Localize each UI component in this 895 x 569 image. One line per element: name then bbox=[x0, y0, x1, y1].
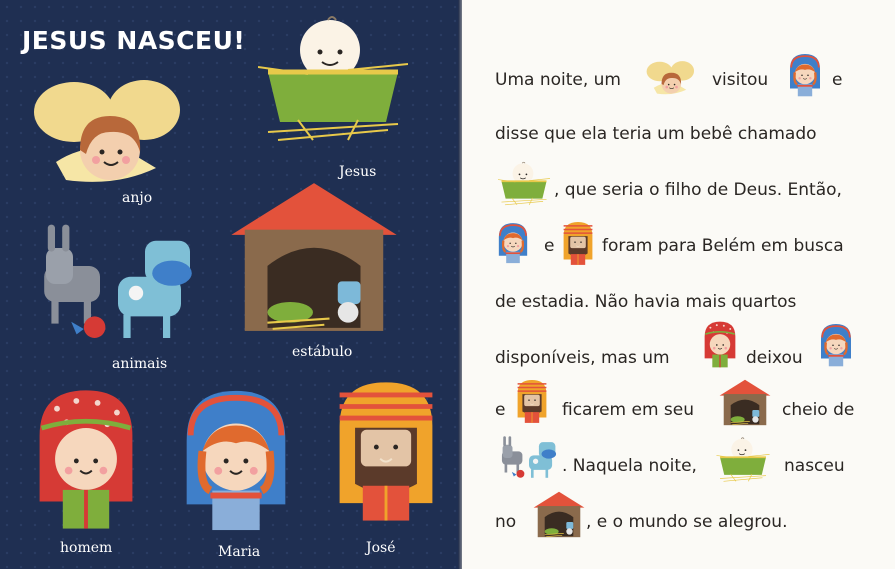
label-estabulo: estábulo bbox=[292, 344, 353, 360]
animals-icon bbox=[496, 434, 562, 482]
animals-illustration bbox=[28, 214, 208, 354]
story-line-4-b: foram para Belém em busca bbox=[602, 236, 844, 256]
stable-illustration bbox=[226, 178, 402, 333]
mary-icon bbox=[496, 220, 530, 266]
story-line-6-b: deixou bbox=[746, 348, 803, 368]
story-line-1-b: visitou bbox=[712, 70, 769, 90]
story-line-2: disse que ela teria um bebê chamado bbox=[495, 124, 817, 144]
story-line-7-b: ficarem em seu bbox=[562, 400, 695, 420]
story-line-7-a: e bbox=[495, 400, 506, 420]
mary-icon bbox=[787, 52, 823, 98]
label-homem: homem bbox=[60, 540, 113, 556]
story-line-1-c: e bbox=[832, 70, 843, 90]
angel-icon bbox=[644, 56, 696, 100]
mary-icon bbox=[818, 322, 854, 368]
baby-jesus-icon bbox=[498, 160, 550, 206]
angel-illustration bbox=[26, 72, 186, 192]
story-line-8-b: nasceu bbox=[784, 456, 845, 476]
mary-illustration bbox=[176, 386, 296, 534]
story-line-6-a: disponíveis, mas um bbox=[495, 348, 670, 368]
story-line-4-a: e bbox=[544, 236, 555, 256]
baby-jesus-illustration bbox=[258, 12, 408, 142]
label-maria: Maria bbox=[218, 544, 261, 560]
baby-jesus-icon bbox=[716, 436, 770, 482]
stable-icon bbox=[718, 378, 772, 426]
page-title: JESUS NASCEU! bbox=[22, 26, 246, 55]
story-line-9-a: no bbox=[495, 512, 517, 532]
label-jesus: Jesus bbox=[339, 164, 377, 180]
story-line-3: , que seria o filho de Deus. Então, bbox=[554, 180, 842, 200]
man-illustration bbox=[28, 384, 144, 532]
story-line-8-a: . Naquela noite, bbox=[562, 456, 697, 476]
label-anjo: anjo bbox=[122, 190, 153, 206]
joseph-illustration bbox=[328, 370, 444, 530]
stable-icon bbox=[532, 490, 586, 538]
story-line-7-c: cheio de bbox=[782, 400, 855, 420]
joseph-icon bbox=[514, 376, 550, 426]
label-animais: animais bbox=[112, 356, 168, 372]
story-line-5: de estadia. Não havia mais quartos bbox=[495, 292, 797, 312]
label-jose: José bbox=[366, 540, 396, 556]
story-line-9-b: , e o mundo se alegrou. bbox=[586, 512, 788, 532]
story-line-1: Uma noite, um bbox=[495, 70, 621, 90]
man-icon bbox=[700, 320, 740, 368]
joseph-icon bbox=[560, 218, 596, 268]
right-page bbox=[462, 0, 895, 569]
